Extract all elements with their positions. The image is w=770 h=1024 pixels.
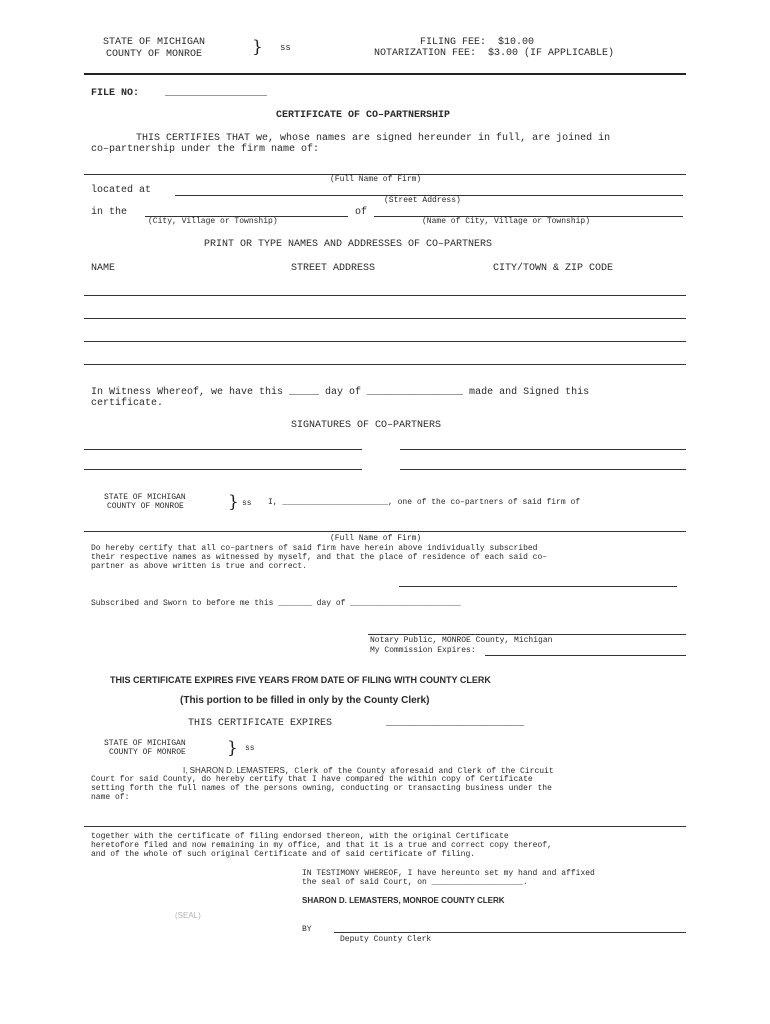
deputy-signature-line[interactable] [334,932,686,933]
signatures-heading: SIGNATURES OF CO–PARTNERS [291,420,442,431]
expires-notice: THIS CERTIFICATE EXPIRES FIVE YEARS FROM DATE OF FILING WITH COUNTY CLERK [110,675,491,685]
city-caption: (City, Village or Township) [148,217,278,226]
located-at-label: located at [91,185,152,196]
together-line-3: and of the whole of such original Certificate and of said certificate of filing. [91,850,476,859]
by-label: BY [302,925,312,934]
oath-ss: ss [242,499,252,508]
clerk-state: STATE OF MICHIGAN [104,739,186,748]
testimony-line-1: IN TESTIMONY WHEREOF, I have hereunto set my hand and affixed [302,869,595,878]
commission-label: My Commission Expires: [370,646,476,655]
header-divider [84,73,686,75]
clerk-line-3: setting forth the full names of the persons owning, conducting or transacting business under the [91,784,552,793]
testimony-line-2: the seal of said Court, on ___________________. [302,878,528,887]
firm-name-caption: (Full Name of Firm) [330,175,422,184]
together-line-2: heretofore filed and now remaining in my office, and that it is a true and correct copy thereof, [91,841,552,850]
expires-label: THIS CERTIFICATE EXPIRES [188,718,333,729]
business-name-field[interactable] [84,826,686,827]
signature-line-3[interactable] [84,469,362,470]
notarization-fee: NOTARIZATION FEE: $3.00 (IF APPLICABLE) [374,48,615,59]
signature-line-4[interactable] [400,469,686,470]
clerk-name: SHARON D. LEMASTERS [189,766,285,775]
partner-row-3[interactable] [84,341,686,342]
clerk-prefix: I, [183,766,190,775]
signature-line-2[interactable] [400,449,686,450]
together-line-1: together with the certificate of filing endorsed thereon, with the original Certificate [91,832,509,841]
clerk-signature-title: SHARON D. LEMASTERS, MONROE COUNTY CLERK [302,896,505,905]
partner-row-2[interactable] [84,318,686,319]
clerk-brace: } [227,738,238,758]
clerk-line-4: name of: [91,793,130,802]
oath-firm-caption: (Full Name of Firm) [330,534,422,543]
in-the-label: in the [91,207,128,218]
partners-heading: PRINT OR TYPE NAMES AND ADDRESSES OF CO–PARTNERS [204,239,493,250]
expires-field[interactable]: _______________________ [386,718,525,729]
oath-text: I, ______________________, one of the co–partners of said firm of [268,498,581,507]
clerk-line-2: Court for said County, do hereby certify that I have compared the within copy of Certificate [91,775,533,784]
clerk-county: COUNTY OF MONROE [109,748,186,757]
certify-line-1: Do hereby certify that all co–partners of said firm have herein above individually subscribed [91,544,538,553]
notary-signature-line[interactable] [368,634,686,635]
page-title: CERTIFICATE OF CO–PARTNERSHIP [276,110,451,121]
header-state: STATE OF MICHIGAN [103,37,206,48]
column-city: CITY/TOWN & ZIP CODE [493,263,614,274]
partner-row-4[interactable] [84,364,686,365]
witness-line-1: In Witness Whereof, we have this _____ day of ________________ made and Signed this [91,387,590,398]
intro-line-2: co–partnership under the firm name of: [91,144,320,155]
oath-firm-name-field[interactable] [84,531,686,532]
clerk-line-1-rest: , Clerk of the County aforesaid and Clerk of the Circuit [284,767,554,776]
clerk-ss: ss [245,744,255,753]
file-no-field[interactable]: _________________ [165,88,268,99]
street-caption: (Street Address) [384,196,461,205]
name-city-caption: (Name of City, Village or Township) [422,217,591,226]
oath-state: STATE OF MICHIGAN [104,493,186,502]
column-street: STREET ADDRESS [291,263,376,274]
intro-line-1: THIS CERTIFIES THAT we, whose names are signed hereunder in full, are joined in [136,133,611,144]
certify-line-2: their respective names as witnessed by myself, and that the place of residence of each said co– [91,553,548,562]
of-label: of [355,207,368,218]
partner-row-1[interactable] [84,295,686,296]
deputy-label: Deputy County Clerk [340,935,432,944]
certify-line-3: partner as above written is true and correct. [91,562,308,571]
filing-fee: FILING FEE: $10.00 [420,37,535,48]
header-county: COUNTY OF MONROE [106,49,203,60]
clerk-portion-note: (This portion to be filled in only by the County Clerk) [180,695,430,706]
header-ss: ss [280,43,291,53]
notary-label: Notary Public, MONROE County, Michigan [370,636,553,645]
oath-signature-line[interactable] [399,586,677,587]
oath-county: COUNTY OF MONROE [107,502,184,511]
seal-placeholder: (SEAL) [175,911,201,920]
subscribed-line: Subscribed and Sworn to before me this _______ day of _______________________ [91,599,461,608]
commission-field[interactable] [485,655,686,656]
header-brace: } [252,37,263,57]
oath-brace: } [228,492,239,512]
signature-line-1[interactable] [84,449,362,450]
column-name: NAME [91,263,116,274]
witness-line-2: certificate. [91,398,164,409]
file-no-label: FILE NO: [91,88,140,99]
